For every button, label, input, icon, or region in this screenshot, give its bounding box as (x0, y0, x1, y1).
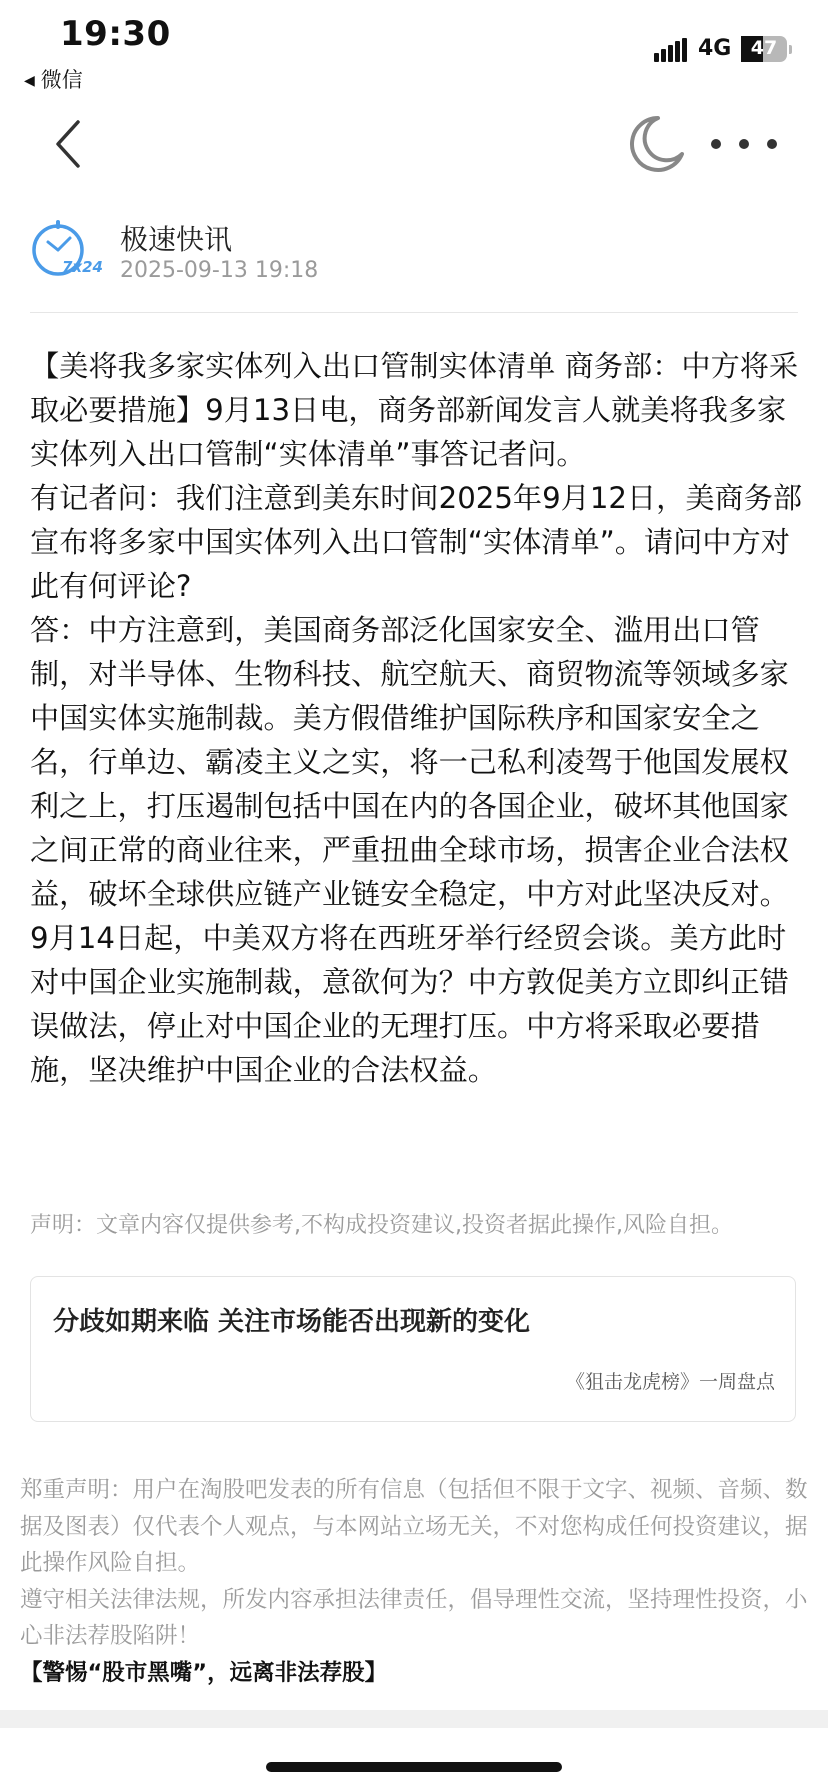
article-disclaimer: 声明：文章内容仅提供参考,不构成投资建议,投资者据此操作,风险自担。 (30, 1213, 733, 1238)
article-paragraph: 9月14日起，中美双方将在西班牙举行经贸会谈。美方此时对中国企业实施制裁，意欲何为？中方敦促美方立即纠正错误做法，停止对中国企业的无理打压。中方将采取必要措施，坚决维护中国企业的合法权益。 (30, 921, 789, 1087)
status-bar (0, 0, 828, 96)
status-time: 19:30 (60, 14, 171, 54)
article-paragraph: 【美将我多家实体列入出口管制实体清单 商务部：中方将采取必要措施】9月13日电，商务部新闻发言人就美将我多家实体列入出口管制“实体清单”事答记者问。 (30, 349, 799, 471)
bottom-band (0, 1710, 828, 1728)
signal-icon (654, 38, 688, 62)
svg-text:7x24: 7x24 (62, 258, 103, 276)
related-article-card[interactable] (30, 1276, 796, 1422)
chevron-left-icon (48, 112, 104, 176)
home-indicator[interactable] (266, 1762, 562, 1772)
legal-paragraph: 郑重声明：用户在淘股吧发表的所有信息（包括但不限于文字、视频、音频、数据及图表）仅代表个人观点，与本网站立场无关，不对您构成任何投资建议，据此操作风险自担。 (20, 1477, 808, 1576)
avatar[interactable] (28, 218, 103, 284)
clock-7x24-icon (28, 218, 103, 284)
more-button[interactable] (706, 126, 782, 162)
article-paragraph: 有记者问：我们注意到美东时间2025年9月12日，美商务部宣布将多家中国实体列入出口管制“实体清单”。请问中方对此有何评论? (30, 481, 803, 603)
moon-icon (624, 112, 688, 176)
back-app-label: 微信 (40, 68, 83, 92)
divider (30, 312, 798, 313)
related-article-source: 《狙击龙虎榜》一周盘点 (565, 1371, 775, 1393)
related-article-title: 分歧如期来临 关注市场能否出现新的变化 (53, 1307, 531, 1337)
author-row (0, 206, 828, 306)
back-button[interactable] (48, 112, 104, 176)
battery-level: 47 (750, 37, 778, 59)
back-to-app-link[interactable] (24, 64, 83, 94)
battery-icon (741, 36, 787, 62)
article-paragraph: 答：中方注意到，美国商务部泛化国家安全、滥用出口管制，对半导体、生物科技、航空航天、商贸物流等领域多家中国实体实施制裁。美方假借维护国际秩序和国家安全之名，行单边、霸凌主义之实，将一己私利凌驾于他国发展权利之上，打压遏制包括中国在内的各国企业，破坏其他国家之间正常的商业往来，严重扭曲全球市场，损害企业合法权益，破坏全球供应链产业链安全稳定，中方对此坚决反对。 (30, 613, 789, 911)
battery-tip (789, 45, 792, 54)
publish-time: 2025-09-13 19:18 (120, 258, 319, 283)
night-mode-button[interactable] (624, 112, 688, 176)
author-name[interactable]: 极速快讯 (120, 223, 233, 256)
nav-bar (0, 96, 828, 192)
legal-disclaimer (20, 1472, 810, 1691)
back-triangle-icon: ◀ (24, 73, 35, 89)
legal-warning: 【警惕“股市黑嘴”，远离非法荐股】 (20, 1659, 388, 1686)
network-type: 4G (698, 36, 732, 61)
more-dots-icon (706, 126, 782, 162)
article-body (30, 344, 804, 1092)
legal-paragraph: 遵守相关法律法规，所发内容承担法律责任，倡导理性交流，坚持理性投资，小心非法荐股陷阱！ (20, 1586, 808, 1649)
